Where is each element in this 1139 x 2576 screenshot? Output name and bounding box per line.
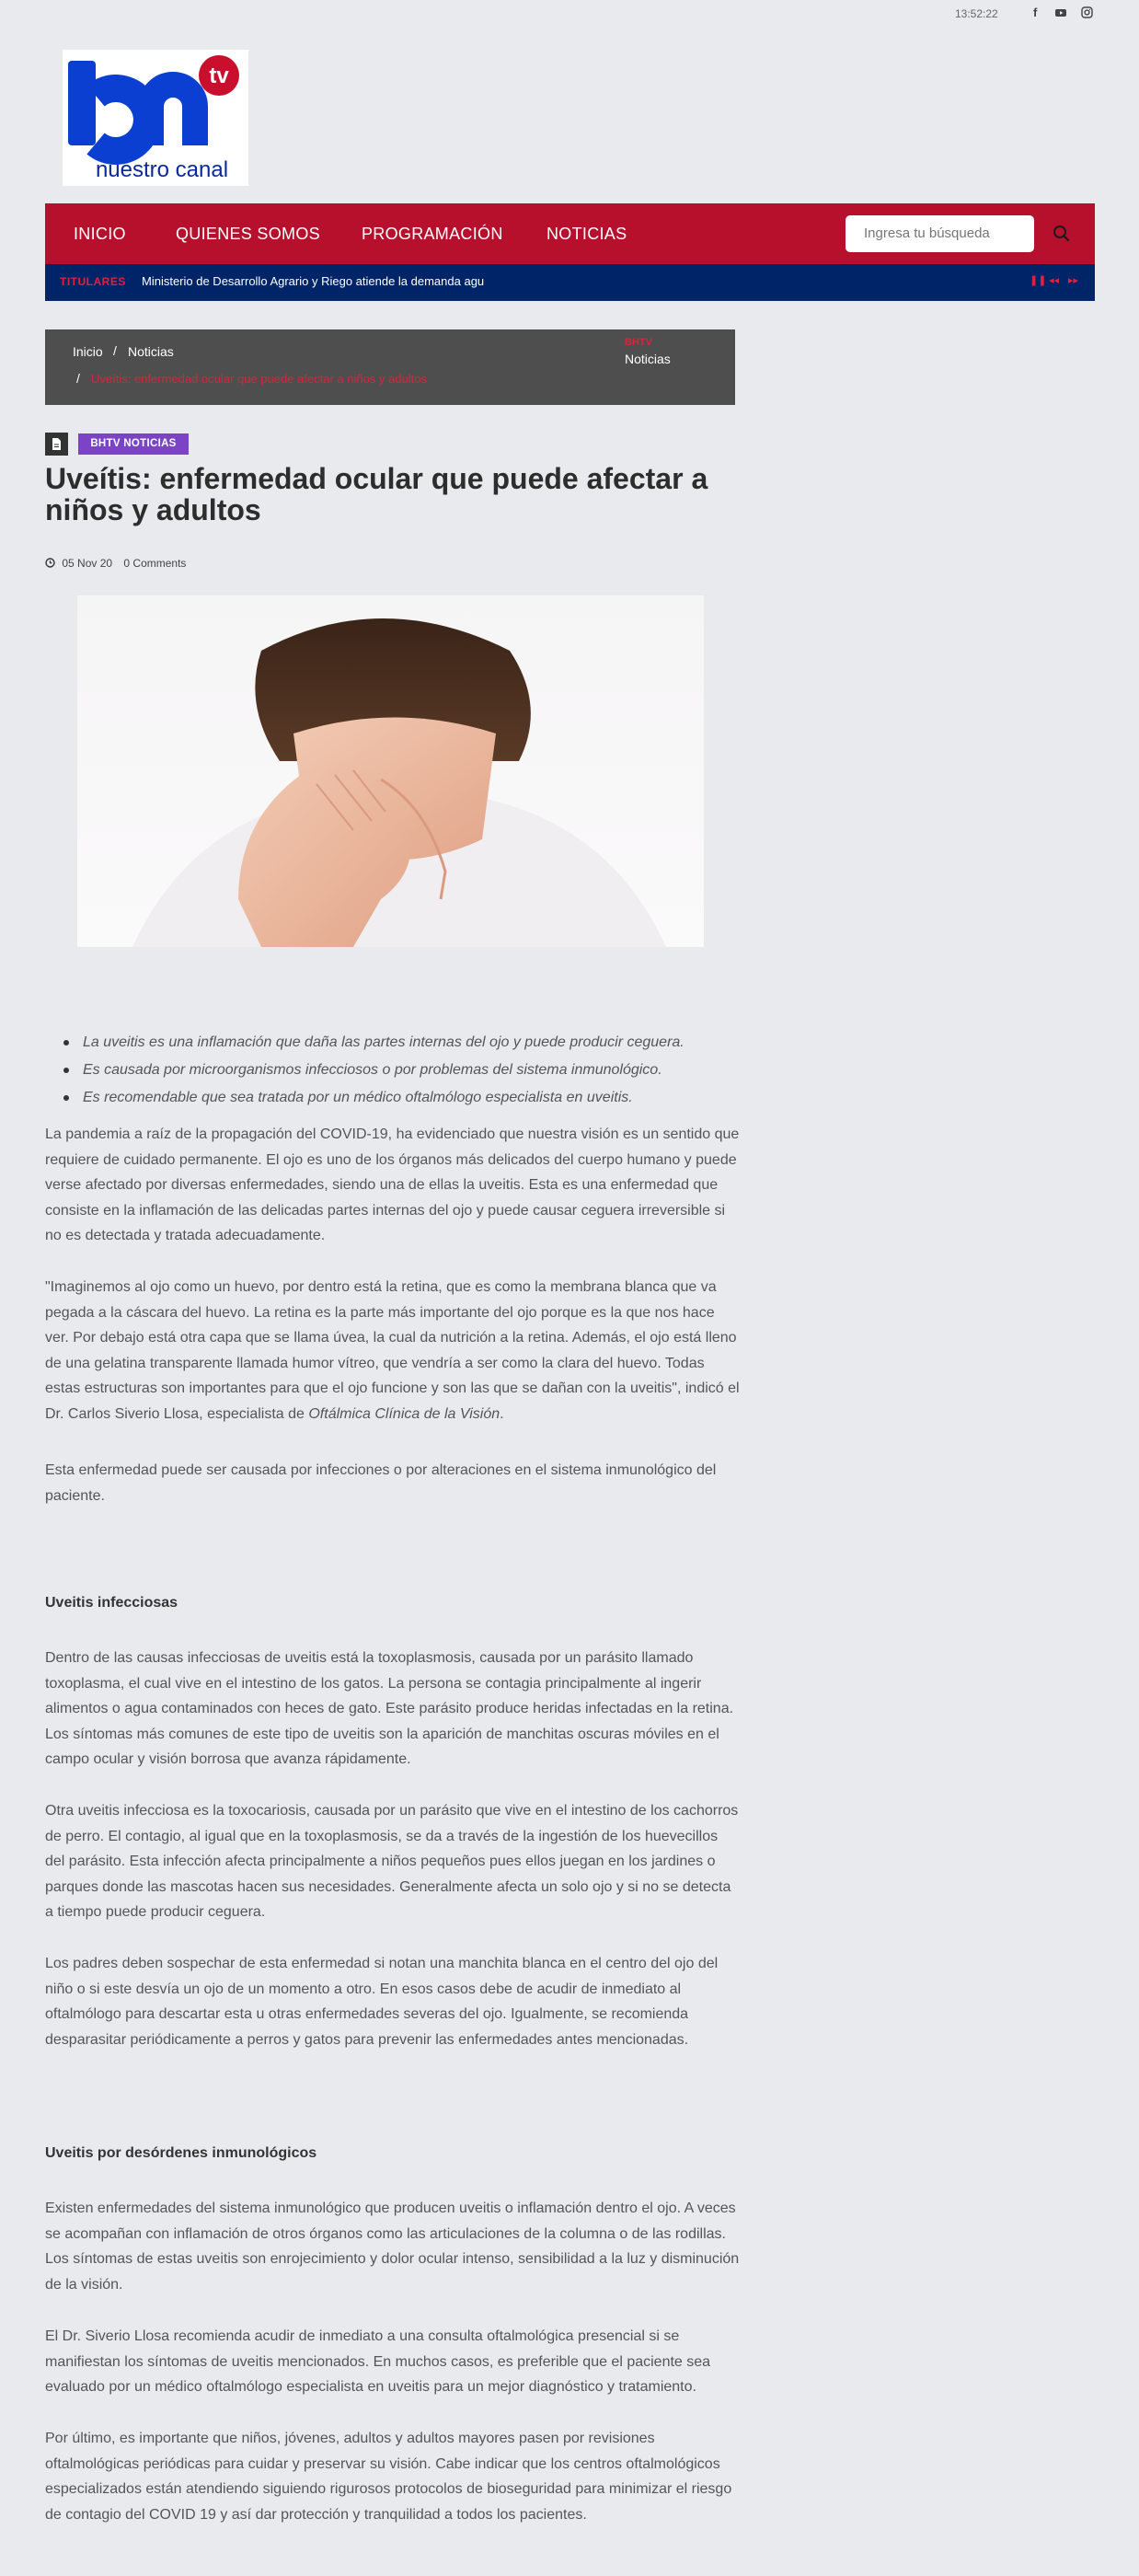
paragraph-text: "Imaginemos al ojo como un huevo, por dentro está la retina, que es como la membrana blanca que va pegada a la cáscara del huevo. La retina es la parte más importante del ojo porque es la que nos hace ver. Por debajo está otra capa que se llama úvea, la cual da nutrición a la retina. Además, el ojo está lleno de una gelatina transparente llamada humor vítreo, que vendría a ser como la clara del huevo. Todas estas estructuras son importantes para que el ojo funcione y son las que se dañan con la uveitis", indicó el Dr. Carlos Siverio Llosa, especialista de bbox=[45, 1279, 740, 1422]
site-logo[interactable] bbox=[63, 50, 248, 186]
ticker-pause-icon[interactable]: ❚❚ bbox=[1030, 275, 1047, 286]
youtube-icon[interactable] bbox=[1054, 6, 1067, 22]
ticker-prev-icon[interactable]: ◂◂ bbox=[1049, 275, 1060, 286]
paragraph-end: . bbox=[500, 1405, 504, 1422]
breadcrumb-section[interactable]: Noticias bbox=[128, 344, 174, 359]
search-input[interactable] bbox=[846, 215, 1034, 252]
paragraph: El Dr. Siverio Llosa recomienda acudir de inmediato a una consulta oftalmológica presencial si se manifiestan los síntomas de uveitis mencionados. En muchos casos, es preferible que el paciente sea evaluado por un médico oftalmólogo especialista en uveitis para un mejor diagnóstico y tratamiento. bbox=[45, 2328, 711, 2396]
paragraph bbox=[45, 1275, 740, 1427]
nav-item-noticias[interactable]: NOTICIAS bbox=[546, 225, 627, 243]
ticker-label: TITULARES bbox=[60, 275, 126, 288]
breadcrumb-separator: / bbox=[113, 343, 117, 358]
ticker-next-icon[interactable]: ▸▸ bbox=[1068, 275, 1079, 286]
article-title: Uveítis: enfermedad ocular que puede afectar a niños y adultos bbox=[45, 462, 708, 526]
breadcrumb-home[interactable]: Inicio bbox=[73, 344, 103, 359]
breadcrumb-separator: / bbox=[76, 371, 80, 386]
article-meta bbox=[45, 557, 186, 570]
list-item: Es recomendable que sea tratada por un médico oftalmólogo especialista en uveitis. bbox=[62, 1084, 761, 1112]
list-item: La uveitis es una inflamación que daña las partes internas del ojo y puede producir ceguera. bbox=[62, 1029, 761, 1057]
article-hero-image bbox=[77, 595, 704, 947]
paragraph: Los padres deben sospechar de esta enfermedad si notan una manchita blanca en el centro del ojo del niño o si este desvía un ojo de un momento a otro. En esos casos debe de acudir de inmediato al oftalmólogo para descartar esta u otras enfermedades severas del ojo. Igualmente, se recomienda desparasitar periódicamente a perros y gatos para prevenir las enfermedades antes mencionadas. bbox=[45, 1956, 719, 2048]
paragraph: Esta enfermedad puede ser causada por infecciones o por alteraciones en el sistema inmunológico del paciente. bbox=[45, 1462, 717, 1504]
paragraph: Otra uveitis infecciosa es la toxocariosis, causada por un parásito que vive en el intestino de los cachorros de perro. El contagio, al igual que en la toxoplasmosis, se da a través de la ingestión de los huevecillos del parásito. Esta infección afecta principalmente a niños pequeños pues ellos juegan en los jardines o parques donde las mascotas hacen sus necesidades. Generalmente afecta un solo ojo y si no se detecta a tiempo puede producir ceguera. bbox=[45, 1803, 739, 1921]
facebook-icon[interactable]: f bbox=[1033, 6, 1038, 19]
nav-item-programacion[interactable]: PROGRAMACIÓN bbox=[362, 225, 503, 243]
document-icon bbox=[45, 433, 68, 456]
summary-list bbox=[62, 1029, 761, 1112]
nav-item-quienes-somos[interactable]: QUIENES SOMOS bbox=[176, 225, 320, 243]
clock-icon bbox=[45, 558, 55, 568]
article-date: 05 Nov 20 bbox=[62, 557, 113, 570]
logo-tv-text: tv bbox=[209, 64, 229, 88]
paragraph: Dentro de las causas infecciosas de uveitis está la toxoplasmosis, causada por un parásito llamado toxoplasma, el cual vive en el intestino de los gatos. La persona se contagia principalmente al ingerir alimentos o agua contaminados con heces de gato. Este parásito produce heridas infectadas en la retina. Los síntomas más comunes de este tipo de uveitis son la aparición de manchitas oscuras móviles en el campo ocular y visión borrosa que avanza rápidamente. bbox=[45, 1650, 734, 1768]
section-heading: Uveitis infecciosas bbox=[45, 1595, 178, 1611]
paragraph: La pandemia a raíz de la propagación del COVID-19, ha evidenciado que nuestra visión es un sentido que requiere de cuidado permanente. El ojo es uno de los órganos más delicados del cuerpo humano y puede verse afectado por diversas enfermedades, siendo una de ellas la uveitis. Esta es una enfermedad que consiste en la inflamación de las delicadas partes internas del ojo y puede causar ceguera irreversible si no es detectada y tratada adecuadamente. bbox=[45, 1126, 740, 1244]
breadcrumb-current: Uveítis: enfermedad ocular que puede afectar a niños y adultos bbox=[91, 372, 427, 386]
clinic-name: Oftálmica Clínica de la Visión bbox=[308, 1405, 500, 1422]
ticker-headline[interactable]: Ministerio de Desarrollo Agrario y Riego atiende la demanda agu bbox=[142, 274, 485, 288]
news-ticker bbox=[45, 264, 1095, 301]
search-icon[interactable] bbox=[1050, 222, 1074, 246]
paragraph: Existen enfermedades del sistema inmunológico que producen uveitis o inflamación dentro el ojo. A veces se acompañan con inflamación de otros órganos como las articulaciones de la columna o de las rodillas. Los síntomas de estas uveitis son enrojecimiento y dolor ocular intenso, sensibilidad a la luz y disminución de la visión. bbox=[45, 2201, 740, 2293]
breadcrumb bbox=[45, 329, 735, 405]
main-nav bbox=[45, 203, 1095, 264]
paragraph: Por último, es importante que niños, jóvenes, adultos y adultos mayores pasen por revisiones oftalmológicas periódicas para cuidar y preservar su visión. Cabe indicar que los centros oftalmológicos especializados están atendiendo siguiendo rigurosos protocolos de bioseguridad para minimizar el riesgo de contagio del COVID 19 y así dar protección y tranquilidad a todos los pacientes. bbox=[45, 2431, 732, 2523]
instagram-icon[interactable] bbox=[1081, 6, 1093, 21]
top-bar bbox=[0, 0, 1139, 28]
clock: 13:52:22 bbox=[955, 7, 998, 20]
logo-tagline: nuestro canal bbox=[95, 157, 229, 182]
breadcrumb-tag: BHTV bbox=[625, 337, 652, 348]
nav-item-inicio[interactable]: INICIO bbox=[74, 225, 126, 243]
list-item: Es causada por microorganismos infecciosos o por problemas del sistema inmunológico. bbox=[62, 1057, 761, 1084]
breadcrumb-tag-section: Noticias bbox=[625, 352, 671, 366]
comments-count[interactable]: 0 Comments bbox=[123, 557, 187, 570]
section-heading: Uveitis por desórdenes inmunológicos bbox=[45, 2145, 317, 2161]
category-badge[interactable]: BHTV NOTICIAS bbox=[78, 433, 189, 455]
